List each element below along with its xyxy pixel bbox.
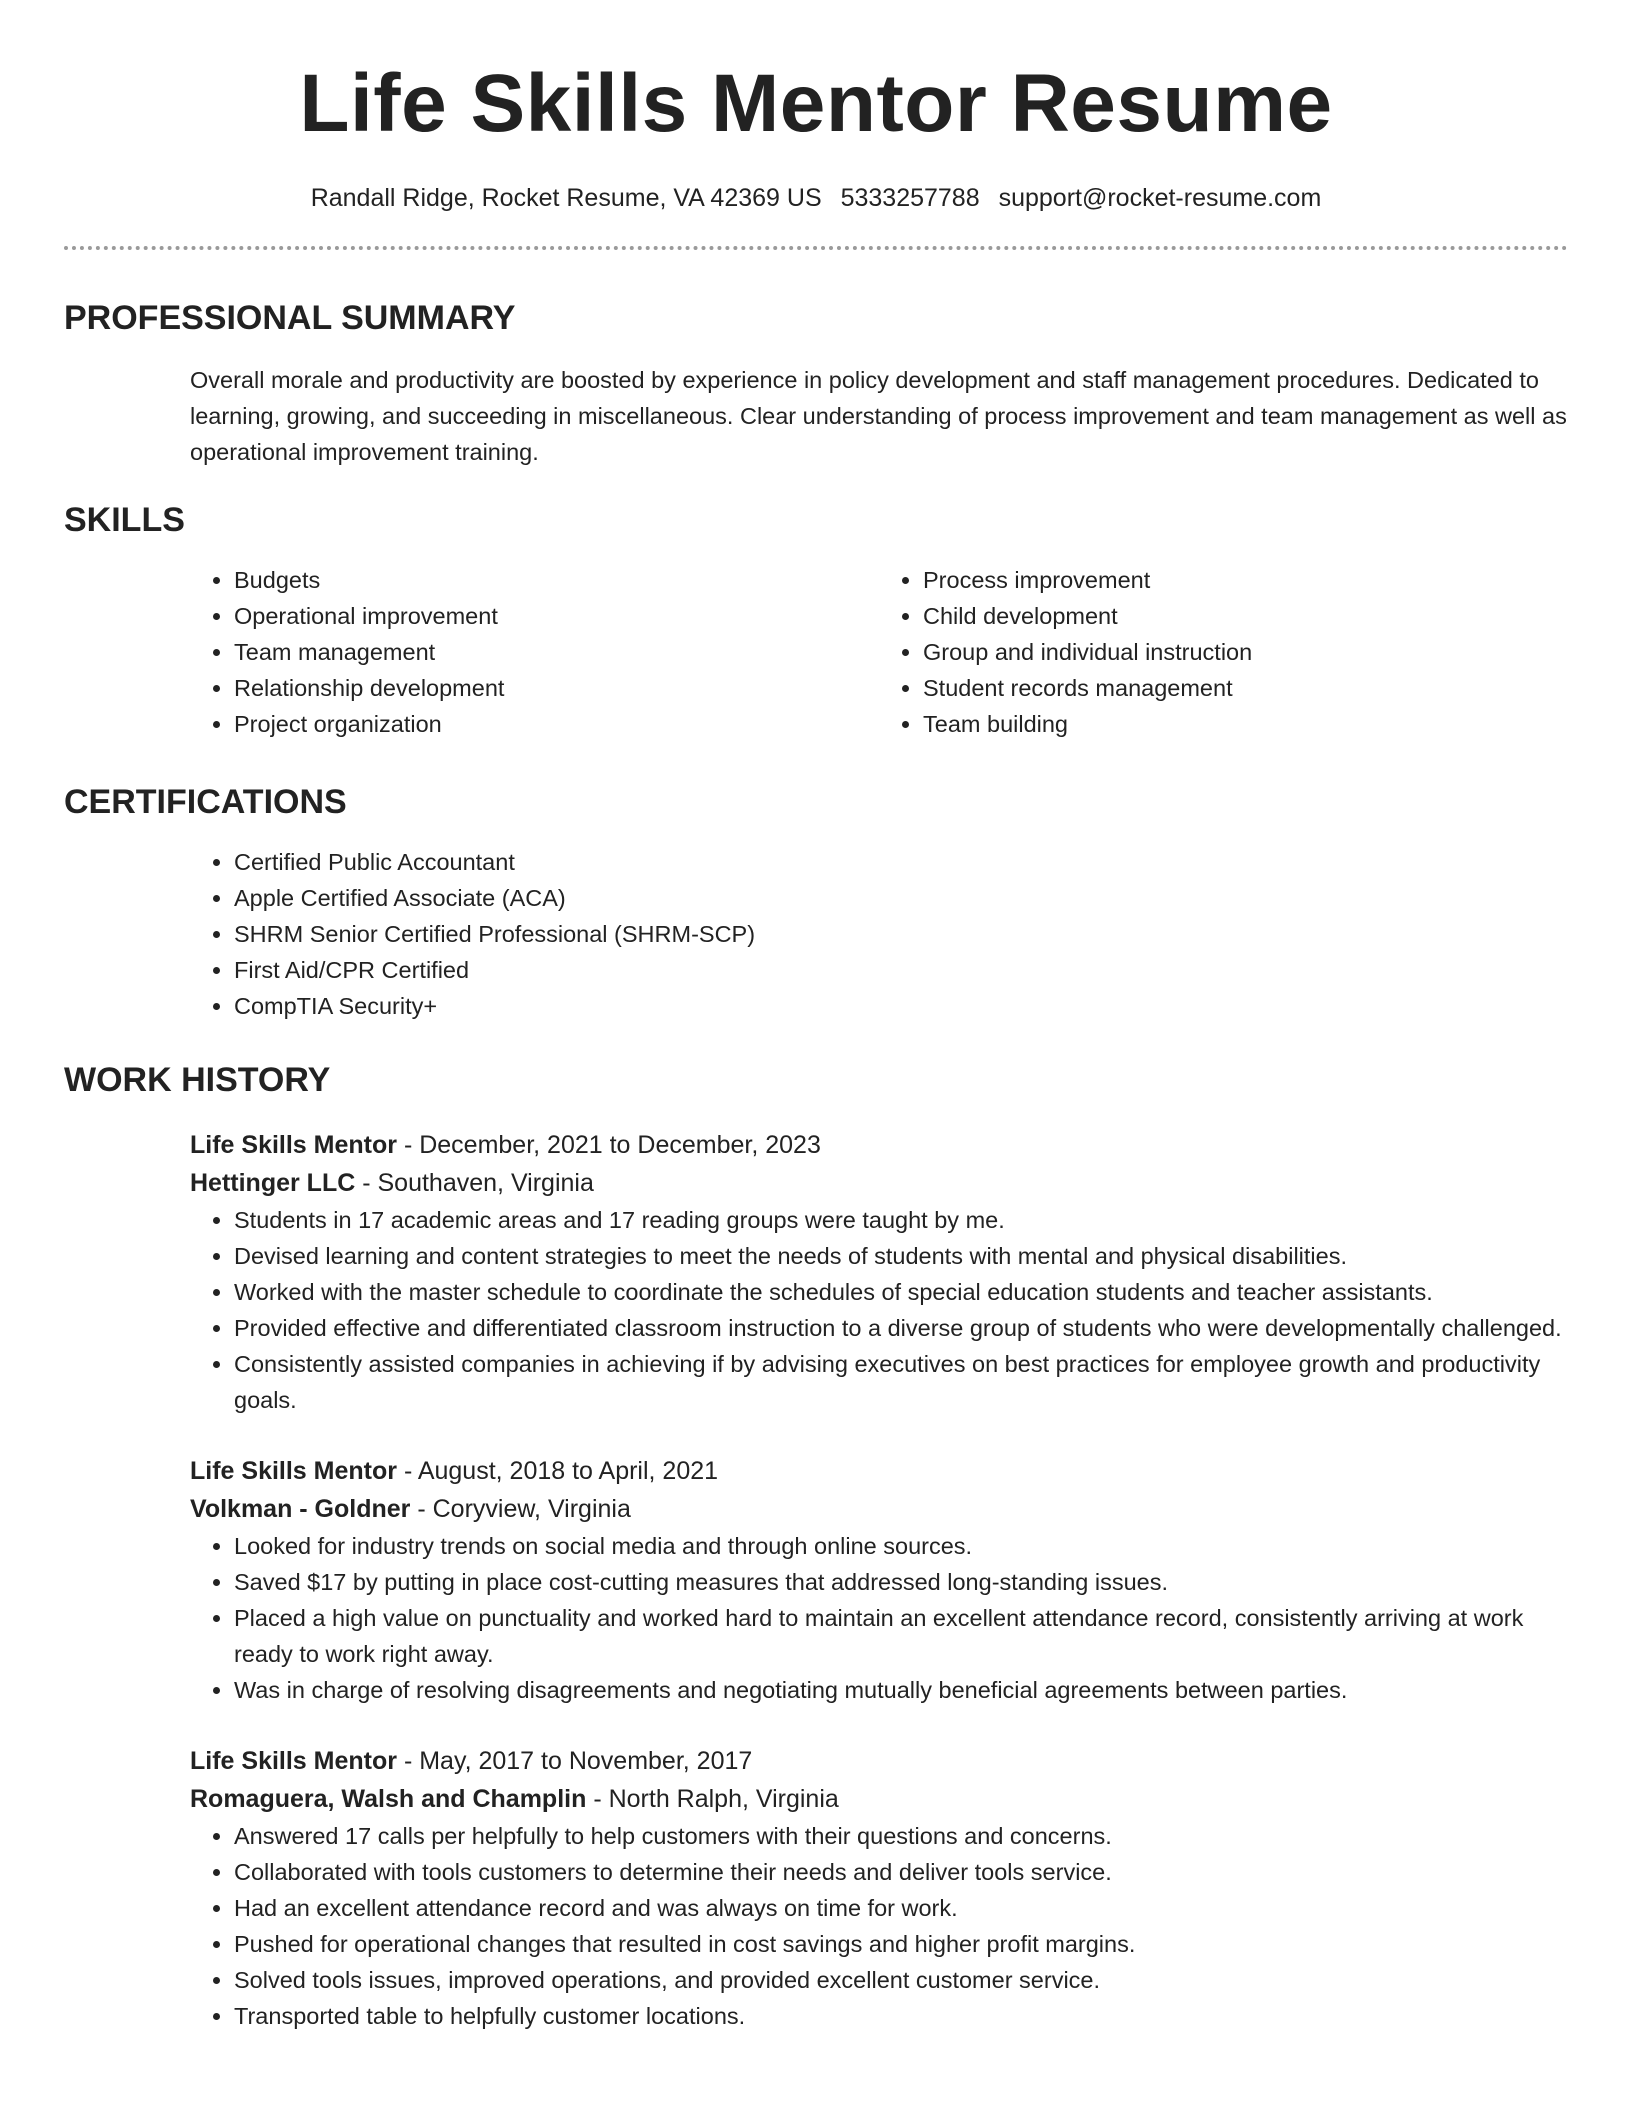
skills-grid xyxy=(190,562,1568,742)
certification-item: • First Aid/CPR Certified xyxy=(234,952,1568,988)
job-bullet: • Was in charge of resolving disagreements and negotiating mutually beneficial agreements between parties. xyxy=(234,1672,1568,1708)
certification-item: • CompTIA Security+ xyxy=(234,988,1568,1024)
job-company: Hettinger LLC xyxy=(190,1169,356,1197)
job-bullet: • Collaborated with tools customers to determine their needs and deliver tools service. xyxy=(234,1854,1568,1890)
skills-list-right xyxy=(879,562,1568,742)
resume-title: Life Skills Mentor Resume xyxy=(299,58,1333,149)
job-bullets xyxy=(190,1818,1568,2034)
skill-item: • Team management xyxy=(234,634,879,670)
header-divider xyxy=(64,246,1568,250)
certifications-section xyxy=(64,782,1568,1024)
skills-section xyxy=(64,500,1568,742)
job-company-line xyxy=(190,1164,1568,1202)
skill-item: • Student records management xyxy=(923,670,1568,706)
certifications-list xyxy=(190,844,1568,1024)
job-title: Life Skills Mentor xyxy=(190,1131,397,1159)
summary-heading: PROFESSIONAL SUMMARY xyxy=(64,299,516,337)
work-history-section xyxy=(64,1060,1568,2034)
job-title-line xyxy=(190,1126,1568,1164)
certifications-list-wrap xyxy=(190,844,1568,1024)
job-bullet: • Consistently assisted companies in achieving if by advising executives on best practices for employee growth and productivity goals. xyxy=(234,1346,1568,1418)
contact-email: support@rocket-resume.com xyxy=(998,184,1322,212)
skill-item: • Child development xyxy=(923,598,1568,634)
job-bullet: • Devised learning and content strategies to meet the needs of students with mental and physical disabilities. xyxy=(234,1238,1568,1274)
work-history-heading: WORK HISTORY xyxy=(64,1061,331,1099)
job-bullet: • Students in 17 academic areas and 17 reading groups were taught by me. xyxy=(234,1202,1568,1238)
job-bullet: • Provided effective and differentiated classroom instruction to a diverse group of students who were developmentally challenged. xyxy=(234,1310,1568,1346)
job-bullet: • Pushed for operational changes that resulted in cost savings and higher profit margins. xyxy=(234,1926,1568,1962)
job-company-line xyxy=(190,1490,1568,1528)
job-bullets xyxy=(190,1202,1568,1418)
job-entry xyxy=(190,1126,1568,1418)
job-bullet: • Had an excellent attendance record and was always on time for work. xyxy=(234,1890,1568,1926)
job-title: Life Skills Mentor xyxy=(190,1457,397,1485)
job-title: Life Skills Mentor xyxy=(190,1747,397,1775)
skill-item: • Team building xyxy=(923,706,1568,742)
contact-address: Randall Ridge, Rocket Resume, VA 42369 US xyxy=(310,184,822,212)
job-location: - North Ralph, Virginia xyxy=(593,1785,839,1813)
certification-item: • Certified Public Accountant xyxy=(234,844,1568,880)
skills-list-left xyxy=(190,562,879,742)
job-bullets xyxy=(190,1528,1568,1708)
skill-item: • Project organization xyxy=(234,706,879,742)
job-bullet: • Looked for industry trends on social media and through online sources. xyxy=(234,1528,1568,1564)
job-bullet: • Saved $17 by putting in place cost-cutting measures that addressed long-standing issues. xyxy=(234,1564,1568,1600)
certification-item: • SHRM Senior Certified Professional (SHRM-SCP) xyxy=(234,916,1568,952)
job-dates: - December, 2021 to December, 2023 xyxy=(403,1131,821,1159)
job-bullet: • Transported table to helpfully customer locations. xyxy=(234,1998,1568,2034)
job-title-line xyxy=(190,1742,1568,1780)
skill-item: • Group and individual instruction xyxy=(923,634,1568,670)
summary-text: Overall morale and productivity are boosted by experience in policy development and staff management procedures. Dedicated to learning, growing, and succeeding in miscellaneous. Clear understanding of process improvement and team management as well as operational improvement training. xyxy=(190,367,1567,465)
job-entry xyxy=(190,1742,1568,2034)
job-location: - Southaven, Virginia xyxy=(362,1169,594,1197)
skill-item: • Relationship development xyxy=(234,670,879,706)
contact-phone: 5333257788 xyxy=(840,184,980,212)
job-company: Romaguera, Walsh and Champlin xyxy=(190,1785,587,1813)
job-bullet: • Answered 17 calls per helpfully to help customers with their questions and concerns. xyxy=(234,1818,1568,1854)
skill-item: • Operational improvement xyxy=(234,598,879,634)
job-bullet: • Placed a high value on punctuality and worked hard to maintain an excellent attendance record, consistently arriving at work ready to work right away. xyxy=(234,1600,1568,1672)
certification-item: • Apple Certified Associate (ACA) xyxy=(234,880,1568,916)
job-bullet: • Solved tools issues, improved operations, and provided excellent customer service. xyxy=(234,1962,1568,1998)
job-dates: - May, 2017 to November, 2017 xyxy=(403,1747,753,1775)
job-title-line xyxy=(190,1452,1568,1490)
certifications-heading: CERTIFICATIONS xyxy=(64,783,347,821)
job-dates: - August, 2018 to April, 2021 xyxy=(403,1457,719,1485)
contact-line xyxy=(64,182,1568,214)
job-entry xyxy=(190,1452,1568,1708)
skill-item: • Budgets xyxy=(234,562,879,598)
job-company: Volkman - Goldner xyxy=(190,1495,411,1523)
summary-section xyxy=(64,298,1568,470)
job-company-line xyxy=(190,1780,1568,1818)
skills-heading: SKILLS xyxy=(64,501,185,539)
skill-item: • Process improvement xyxy=(923,562,1568,598)
job-location: - Coryview, Virginia xyxy=(417,1495,631,1523)
job-bullet: • Worked with the master schedule to coordinate the schedules of special education students and teacher assistants. xyxy=(234,1274,1568,1310)
